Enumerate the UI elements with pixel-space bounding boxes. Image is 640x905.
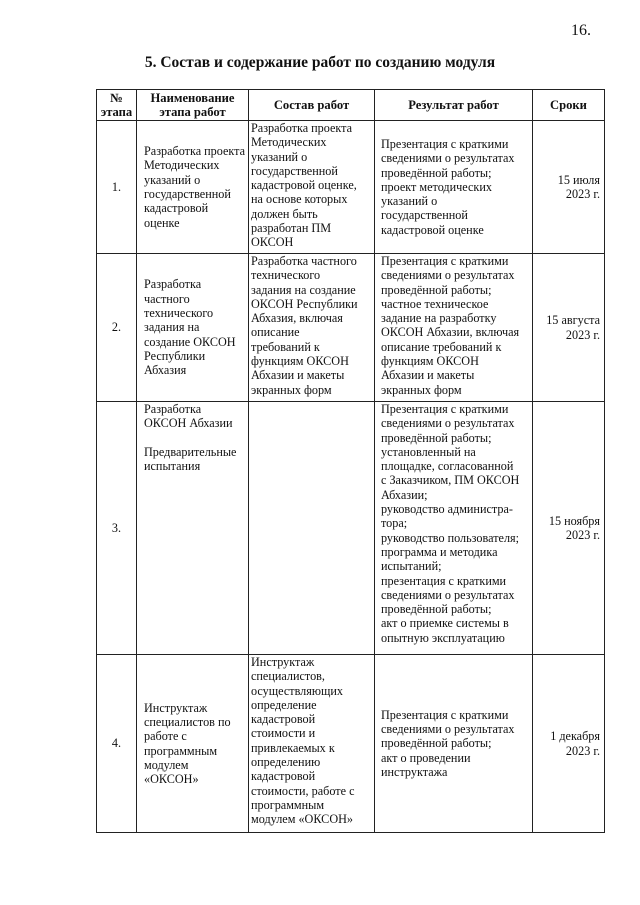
work-result: Презентация с краткими сведениями о результатах проведённой работы; акт о проведении инструктажа	[375, 655, 533, 833]
page-number: 16.	[571, 22, 591, 39]
row-number: 4.	[97, 655, 137, 833]
work-result: Презентация с краткими сведениями о результатах проведённой работы; установленный на площадке, согласованной с Заказчиком, ПМ ОКСОН Абхазии; руководство администра- тора; руководство пользователя; программа и методика испытаний; презентация с краткими сведениями о результатах проведённой работы; акт о приемке системы в опытную эксплуатацию	[375, 402, 533, 655]
row-number: 2.	[97, 254, 137, 402]
work-content: Разработка проекта Методических указаний о государственной кадастровой оценке, на основе которых должен быть разработан ПМ ОКСОН	[249, 121, 375, 254]
work-result: Презентация с краткими сведениями о результатах проведённой работы; проект методических указаний о государственной кадастровой оценке	[375, 121, 533, 254]
table-row	[97, 254, 605, 402]
stage-name: Разработка частного технического задания на создание ОКСОН Республики Абхазия	[137, 254, 249, 402]
header-name: Наименование этапа работ	[137, 90, 249, 121]
table-header-row	[97, 90, 605, 121]
deadline: 15 августа 2023 г.	[533, 254, 605, 402]
header-num: № этапа	[97, 90, 137, 121]
stage-name: Инструктаж специалистов по работе с программным модулем «ОКСОН»	[137, 655, 249, 833]
table-row	[97, 402, 605, 655]
header-term: Сроки	[533, 90, 605, 121]
deadline: 1 декабря 2023 г.	[533, 655, 605, 833]
header-result: Результат работ	[375, 90, 533, 121]
section-title: 5. Состав и содержание работ по созданию модуля	[144, 54, 496, 71]
works-table	[96, 89, 605, 833]
table-row	[97, 655, 605, 833]
work-content: Инструктаж специалистов, осуществляющих определение кадастровой стоимости и привлекаемых к определению кадастровой стоимости, работе с программным модулем «ОКСОН»	[249, 655, 375, 833]
stage-name: Разработка проекта Методических указаний о государственной кадастровой оценке	[137, 121, 249, 254]
row-number: 1.	[97, 121, 137, 254]
stage-name: Разработка ОКСОН Абхазии Предварительные испытания	[137, 402, 249, 655]
work-content: Разработка частного технического задания на создание ОКСОН Республики Абхазия, включая описание требований к функциям ОКСОН Абхазии и макеты экранных форм	[249, 254, 375, 402]
deadline: 15 ноября 2023 г.	[533, 402, 605, 655]
table-row	[97, 121, 605, 254]
deadline: 15 июля 2023 г.	[533, 121, 605, 254]
work-result: Презентация с краткими сведениями о результатах проведённой работы; частное техническое задание на разработку ОКСОН Абхазии, включая описание требований к функциям ОКСОН Абхазии и макеты экранных форм	[375, 254, 533, 402]
row-number: 3.	[97, 402, 137, 655]
header-content: Состав работ	[249, 90, 375, 121]
work-content	[249, 402, 375, 655]
